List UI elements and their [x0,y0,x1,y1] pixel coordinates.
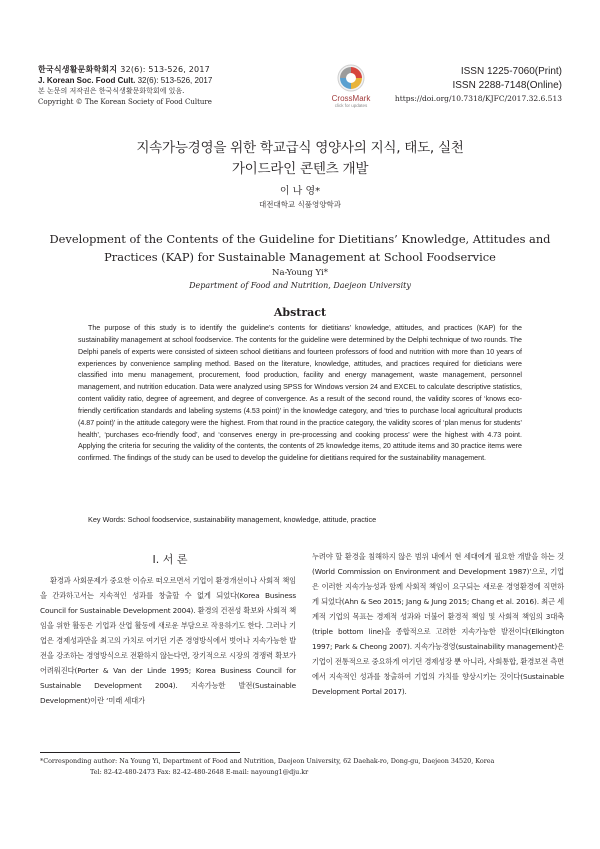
footnote-line2: Tel: 82-42-480-2473 Fax: 82-42-480-2648 E-mail: nayoung1@dju.kr [90,767,309,776]
title-ko-line1: 지속가능경영을 위한 학교급식 영양사의 지식, 태도, 실천 [136,140,464,156]
journal-name-ko: 한국식생활문화학회지 32(6): 513-526, 2017 [38,65,210,74]
title-en-line2: Practices (KAP) for Sustainable Management at School Foodservice [104,250,496,264]
crossmark-icon [336,63,366,93]
section-heading-introduction: I. 서 론 [152,553,188,566]
author-english: Na-Young Yi* [272,268,328,278]
body-column-right: 누려야 할 환경을 침해하지 않은 범위 내에서 현 세대에게 필요한 개발을 하는 것(World Commission on Environment and Development 1987)’으로, 기업은 이러한 지속가능성과 함께 사회적 책임이 요구되는 새로운 경영환경에 직면하게 되었다(Ahn & Seo 2015; Jang & Jung 2015; Chang et al. 2016). 최근 세계적 기업의 목표는 경제적 성과와 더불어 환경적 책임 및 사회적 책임의 3대축(triple bottom line)을 종합적으로 고려한 지속가능한 발전이다(Elkington 1997; Park & Cheong 2007). 지속가능경영(sustainability management)은 기업이 전통적으로 중요하게 여기던 경제성장 뿐 아니라, 사회통합, 환경보전 측면에서 지속적인 성과를 창출하여 기업의 가치를 향상시키는 것이다(Sustainable Development Portal 2017). [312,552,564,696]
title-korean [0,138,600,180]
corresponding-author-footnote [40,756,560,777]
crossmark-label: CrossMark [331,94,371,103]
copyright-notice-ko: 본 논문의 저작권은 한국식생활문화학회에 있음. [38,87,185,95]
issn-block [395,65,562,105]
affiliation-korean: 대전대학교 식품영양학과 [258,200,342,209]
copyright-line: Copyright © The Korean Society of Food Culture [38,98,212,106]
title-english [0,230,600,266]
doi-link[interactable]: https://doi.org/10.7318/KJFC/2017.32.6.513 [394,94,562,103]
journal-name-en: J. Korean Soc. Food Cult. 32(6): 513-526, 2017 [38,76,213,85]
issn-print: ISSN 1225-7060(Print) [460,66,562,77]
abstract-text: The purpose of this study is to identify the guideline’s contents for dietitians’ knowledge, attitudes, and practices (KAP) for the sustainability management at school foodservice. The contents for the guideline were determined by the Delphi technique of two rounds. The Delphi panels of experts were consisted of sixteen school dietitians and fourteen professors of food and nutrition with more than 10 years of experiences by convenience sampling method. Based on the literature, knowledge, attitudes, and practices required for dieticians were classified into menu management, procurement, food production, facility and energy management, waste management, personnel management, and nutrition education. Data were analyzed using SPSS for Windows version 24 and EXCEL to calculate descriptive statistics, content validity ratio, degree of agreement, and degree of convergence. As a result of the second round, the validity scores of ‘knows eco-friendly certification standards and labeling systems (4.53 point)’ in the knowledge category, and ‘tries to purchase local agricultural products (4.87 point)’ in the attitude category were the highest. From that round in the practice category, the validity scores of ‘plan menus for students’ health’, ‘purchases eco-friendly food’, and ‘conserves energy in pre-processing and cooking process’ were the highest with 4.73 point. Applying the criteria for securing the validity of the contents, the contents of 25 knowledge items, 20 attitude items and 30 practice items were confirmed. The findings of the study can be used to develop the guideline for dietitians required for the sustainability management. [78,324,522,463]
author-korean: 이 나 영* [279,186,321,197]
title-ko-line2: 가이드라인 콘텐츠 개발 [231,161,369,177]
body-column-left: 환경과 사회문제가 중요한 이슈로 떠오르면서 기업이 환경개선이나 사회적 책임을 간과하고서는 지속적인 성과를 창출할 수 없게 되었다(Korea Business Council for Sustainable Development 2004). 환경의 건전성 확보와 사회적 책임을 위한 활동은 기업과 산업 활동에 새로운 부담으로 작용하기도 한다. 그러나 기업은 경제성과만을 최고의 가치로 여기던 기존 경영방식에서 벗어나 지속가능한 발전을 강조하는 경영방식으로 전환하지 않는다면, 장기적으로 시장의 경쟁력 확보가 어려워진다(Porter & Van der Linde 1995; Korea Business Council for Sustainable Development 2004). 지속가능한 발전(Sustainable Development)이란 ‘미래 세대가 [40,576,296,705]
footnote-divider [40,752,240,753]
keywords: Key Words: School foodservice, sustainability management, knowledge, attitude, practice [88,515,377,524]
journal-pages-ko: 32(6): 513-526, 2017 [120,65,210,74]
journal-pages-en: 32(6): 513-526, 2017 [137,76,213,85]
abstract-heading: Abstract [273,306,327,319]
crossmark-badge[interactable] [326,63,376,108]
journal-header [38,64,268,108]
title-en-line1: Development of the Contents of the Guideline for Dietitians’ Knowledge, Attitudes and [49,232,551,246]
footnote-line1: *Corresponding author: Na Young Yi, Department of Food and Nutrition, Daejeon University, 62 Daehak-ro, Dong-gu, Daejeon 34520, Korea [40,757,495,765]
crossmark-sub: click for updates [334,103,368,108]
affiliation-english: Department of Food and Nutrition, Daejeon University [189,281,411,290]
issn-online: ISSN 2288-7148(Online) [452,80,562,91]
